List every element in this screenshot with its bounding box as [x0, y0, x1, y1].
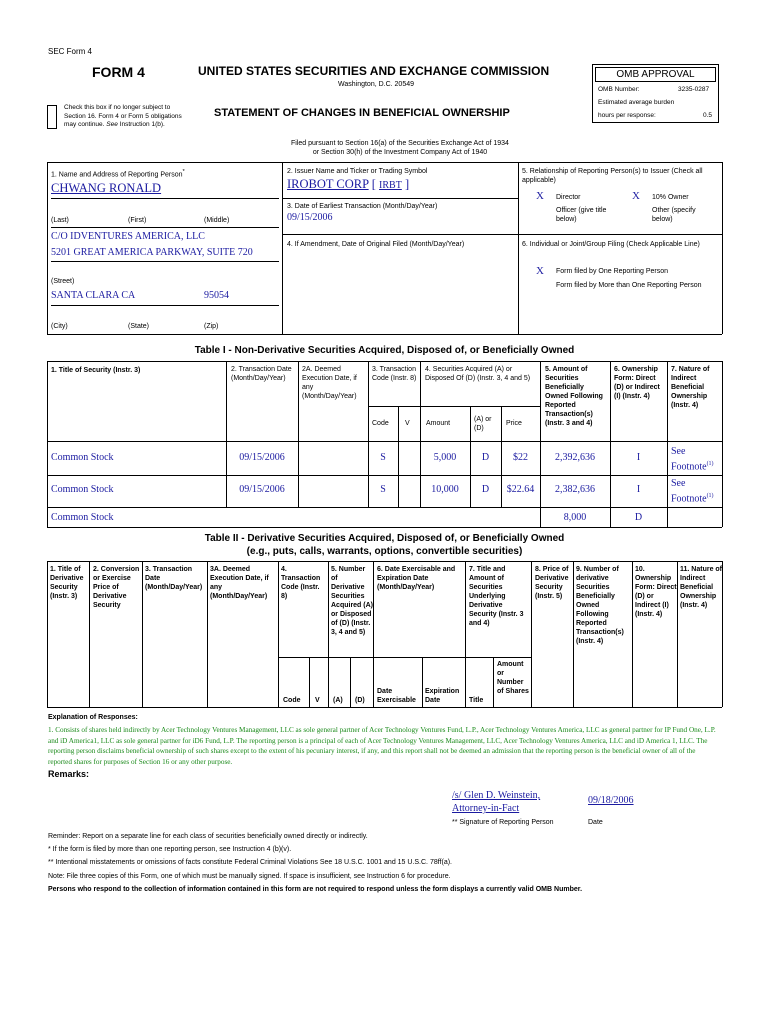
t2-h8: 8. Price of Derivative Security (Instr. 5): [535, 566, 569, 600]
row-nature: See Footnote$^{(1)}$: [671, 478, 714, 505]
persons-note: Persons who respond to the collection of information contained in this form are not required to respond unless the form displays a currently valid OMB Number.: [48, 886, 583, 893]
last-label: (Last): [51, 217, 69, 224]
t2-h9: 9. Number of derivative Securities Beneficially Owned Following Reported Transaction(s) (Instr. 4): [576, 566, 624, 645]
t2-h11: 11. Nature of Indirect Beneficial Ownership (Instr. 4): [680, 566, 723, 609]
t2-a: (A): [333, 697, 343, 704]
no-longer-subject-checkbox[interactable]: [47, 105, 57, 129]
row-date: 09/15/2006: [239, 484, 285, 495]
form-title: FORM 4: [92, 64, 145, 80]
t2-h2: 2. Conversion or Exercise Price of Derivative Security: [93, 566, 140, 609]
earliest-date-label: 3. Date of Earliest Transaction (Month/Day/Year): [287, 203, 438, 210]
issuer-link[interactable]: IROBOT CORP: [287, 177, 369, 191]
t2-v: V: [315, 697, 320, 704]
t2-exp: Expiration Date: [425, 688, 460, 704]
signature-label: ** Signature of Reporting Person: [452, 819, 554, 826]
omb-burden-label: Estimated average burden: [598, 99, 675, 106]
t2-h5: 5. Number of Derivative Securities Acquired (A) or Disposed of (D) (Instr. 3, 4 and 5): [331, 566, 373, 636]
t1-h2: 2. Transaction Date (Month/Day/Year): [231, 366, 292, 382]
dstar-note: ** Intentional misstatements or omissions of facts constitute Federal Criminal Violations See 18 U.S.C. 1001 and 15 U.S.C. 78ff(a).: [48, 859, 452, 866]
omb-number-label: OMB Number:: [598, 86, 640, 93]
t1-price: Price: [506, 420, 522, 427]
issuer-name: IROBOT CORP [ IRBT ]: [287, 177, 410, 191]
city-label: (City): [51, 323, 68, 330]
statement-title: STATEMENT OF CHANGES IN BENEFICIAL OWNERSHIP: [214, 107, 510, 119]
state-label: (State): [128, 323, 150, 330]
row-amount: 5,000: [433, 452, 457, 463]
row-ad: D: [481, 484, 490, 495]
table-row: Common Stock: [51, 484, 114, 495]
row-price: $22.64: [506, 484, 535, 495]
t2-h7: 7. Title and Amount of Securities Underlying Derivative Security (Instr. 3 and 4): [469, 566, 524, 627]
earliest-date: 09/15/2006: [287, 212, 333, 223]
t1-h5: 5. Amount of Securities Beneficially Owned Following Reported Transaction(s) (Instr. 3 and 4): [545, 366, 603, 427]
t1-h7: 7. Nature of Indirect Beneficial Ownership (Instr. 4): [671, 366, 710, 409]
more-persons-label: Form filed by More than One Reporting Person: [556, 282, 702, 289]
t1-h3: 3. Transaction Code (Instr. 8): [372, 366, 417, 382]
reporting-person-label: 1. Name and Address of Reporting Person*: [51, 169, 185, 179]
t1-ad: (A) or (D): [474, 416, 492, 432]
reporting-person-name[interactable]: CHWANG RONALD: [51, 181, 162, 195]
t2-title: Title: [469, 697, 484, 704]
zip: 95054: [204, 290, 229, 301]
table-1-title: Table I - Non-Derivative Securities Acquired, Disposed of, or Beneficially Owned: [194, 345, 575, 356]
t1-v: V: [405, 420, 410, 427]
row-ad: D: [481, 452, 490, 463]
t2-h4: 4. Transaction Code (Instr. 8): [281, 566, 321, 600]
table-2-title: Table II - Derivative Securities Acquired, Disposed of, or Beneficially Owned (e.g., puts, calls, warrants, options, convertible securities): [204, 533, 565, 557]
row-form: D: [634, 512, 643, 523]
t1-amount: Amount: [426, 420, 451, 427]
middle-label: (Middle): [204, 217, 230, 224]
row-owned: 2,392,636: [555, 452, 595, 463]
ten-pct-x[interactable]: X: [632, 190, 640, 202]
row-owned: 8,000: [563, 512, 587, 523]
t1-h1: 1. Title of Security (Instr. 3): [51, 367, 141, 374]
t2-h6: 6. Date Exercisable and Expiration Date (Month/Day/Year): [377, 566, 456, 591]
address-line-1: C/O IDVENTURES AMERICA, LLC: [51, 231, 205, 242]
file-note: Note: File three copies of this Form, one of which must be manually signed. If space is insufficient, see Instruction 6 for procedure.: [48, 873, 451, 880]
t1-code: Code: [372, 420, 389, 427]
row-price: $22: [513, 452, 528, 463]
amendment-label: 4. If Amendment, Date of Original Filed (Month/Day/Year): [287, 241, 465, 248]
footnote-1: 1. Consists of shares held indirectly by Acer Technology Ventures Management, LLC as sole general partner of Acer Technology Ventures Fund, L.P., Acer Technology Ventures America, LLC as general partner for IP Fund One, L.P. and iD America1, LLC as sole general partner for iD6 Fund, L.P. The reporting person is a principal of each of Acer Technology Ventures Management, LLC, Acer Technology Ventures America, LLC and iD America 1, LLC. The reporting person disclaims beneficial ownership of such shares except to the extent of his pecuniary interest, if any, and this report shall not be deemed an admission that the reporting person is the beneficial owner of all of the reported shares for purposes of Section 16 or any other purpose.: [48, 726, 716, 766]
star-note: * If the form is filed by more than one reporting person, see Instruction 4 (b)(v).: [48, 846, 292, 853]
filing-label: 6. Individual or Joint/Group Filing (Check Applicable Line): [522, 241, 700, 248]
reminder: Reminder: Report on a separate line for each class of securities beneficially owned directly or indirectly.: [48, 833, 368, 840]
first-label: (First): [128, 217, 147, 224]
city-state: SANTA CLARA CA: [51, 290, 136, 301]
other-label: Other (specify below): [652, 207, 696, 223]
row-owned: 2,382,636: [555, 484, 595, 495]
explanation-label: Explanation of Responses:: [48, 714, 138, 721]
t2-h1: 1. Title of Derivative Security (Instr. 3): [50, 566, 84, 600]
signature-date: 09/18/2006: [588, 795, 634, 806]
t2-d: (D): [355, 697, 365, 704]
ten-pct-label: 10% Owner: [652, 194, 689, 201]
signature: /s/ Glen D. Weinstein, Attorney-in-Fact: [452, 790, 541, 814]
row-form: I: [636, 484, 641, 495]
one-person-x[interactable]: X: [536, 265, 544, 277]
director-label: Director: [556, 194, 581, 201]
table-row: Common Stock: [51, 452, 114, 463]
row-amount: 10,000: [431, 484, 459, 495]
agency-title: UNITED STATES SECURITIES AND EXCHANGE COMMISSION: [198, 64, 550, 78]
row-code: S: [380, 452, 386, 463]
t2-amt-shares: Amount or Number of Shares: [497, 661, 529, 695]
one-person-label: Form filed by One Reporting Person: [556, 268, 669, 275]
row-form: I: [636, 452, 641, 463]
table-row: Common Stock: [51, 512, 114, 523]
address-line-2: 5201 GREAT AMERICA PARKWAY, SUITE 720: [51, 247, 253, 258]
row-nature: See Footnote$^{(1)}$: [671, 446, 714, 473]
omb-approval-title: OMB APPROVAL: [595, 67, 716, 82]
checkbox-instructions: Check this box if no longer subject to Section 16. Form 4 or Form 5 obligations may continue. See Instruction 1(b).: [64, 104, 182, 128]
omb-number: 3235-0287: [678, 86, 710, 93]
ticker-link[interactable]: IRBT: [379, 180, 402, 191]
t2-h10: 10. Ownership Form: Direct (D) or Indirect (I) (Instr. 4): [635, 566, 677, 618]
t1-h4: 4. Securities Acquired (A) or Disposed Of (D) (Instr. 3, 4 and 5): [425, 366, 531, 382]
zip-label: (Zip): [204, 323, 219, 330]
issuer-label: 2. Issuer Name and Ticker or Trading Symbol: [287, 168, 428, 175]
t2-code: Code: [283, 697, 301, 704]
agency-city: Washington, D.C. 20549: [338, 81, 415, 88]
director-x[interactable]: X: [536, 190, 544, 202]
t1-h2a: 2A. Deemed Execution Date, if any (Month/Day/Year): [302, 366, 357, 400]
t1-h6: 6. Ownership Form: Direct (D) or Indirect (I) (Instr. 4): [614, 366, 660, 400]
t2-h3: 3. Transaction Date (Month/Day/Year): [145, 566, 203, 591]
sec-form-label: SEC Form 4: [48, 47, 93, 56]
t2-h3a: 3A. Deemed Execution Date, if any (Month/Day/Year): [210, 566, 269, 600]
omb-hours-label: hours per response:: [598, 112, 656, 119]
date-label: Date: [588, 819, 603, 826]
officer-label: Officer (give title below): [556, 207, 607, 223]
street-label: (Street): [51, 278, 75, 285]
t2-date-ex: Date Exercisable: [377, 688, 416, 704]
remarks-label: Remarks:: [48, 769, 90, 779]
relationship-label: 5. Relationship of Reporting Person(s) to Issuer (Check all applicable): [522, 168, 703, 184]
row-code: S: [380, 484, 386, 495]
filed-pursuant: Filed pursuant to Section 16(a) of the Securities Exchange Act of 1934 or Section 30(h) of the Investment Company Act of 1940: [291, 140, 509, 156]
omb-hours: 0.5: [703, 112, 713, 119]
row-date: 09/15/2006: [239, 452, 285, 463]
